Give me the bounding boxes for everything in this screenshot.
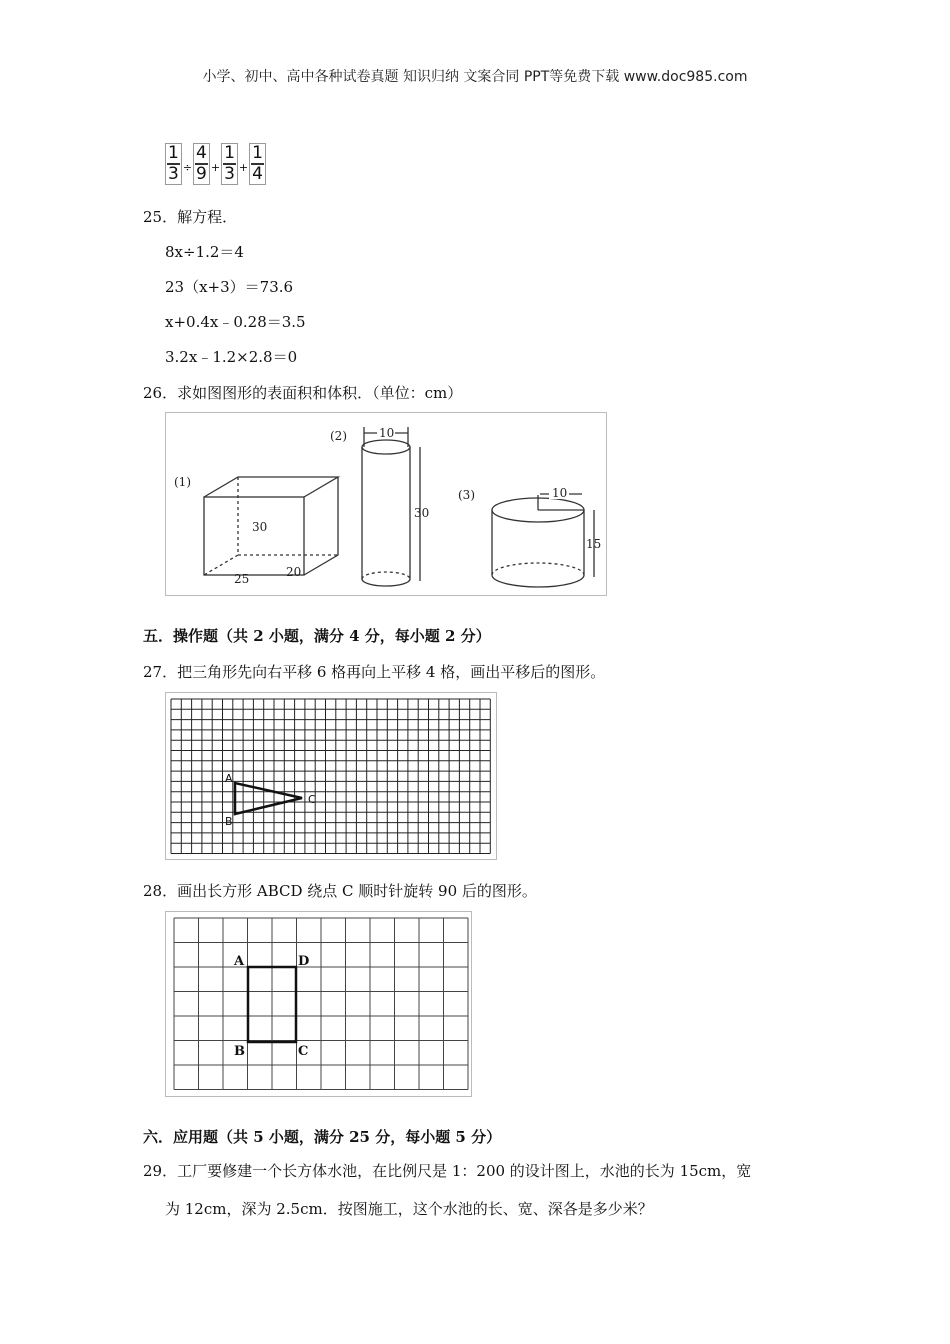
denominator: 3 [168, 164, 179, 184]
question-26-title: 26．求如图图形的表面积和体积．（单位：cm） [143, 384, 463, 402]
figure-2-label: (2) [330, 429, 347, 443]
operator: + [210, 160, 221, 174]
operator: + [238, 160, 249, 174]
question-28-title: 28．画出长方形 ABCD 绕点 C 顺时针旋转 90 后的图形。 [143, 882, 537, 900]
point-b-label: B [225, 815, 233, 828]
cuboid-shape [204, 477, 338, 575]
point-c-label: C [308, 793, 316, 806]
numerator: 1 [168, 143, 179, 163]
fraction [165, 143, 182, 185]
figure-3-label: (3) [458, 488, 475, 502]
equation-3: x+0.4x﹣0.28＝3.5 [165, 313, 306, 331]
equation-4: 3.2x﹣1.2×2.8＝0 [165, 348, 298, 366]
equation-1: 8x÷1.2＝4 [165, 243, 244, 261]
denominator: 3 [224, 164, 235, 184]
numerator: 1 [252, 143, 263, 163]
cylinder-3-radius: 10 [552, 486, 568, 500]
tall-cylinder-shape [362, 427, 420, 586]
triangle-abc [235, 783, 302, 814]
question-29-line-1: 29．工厂要修建一个长方体水池，在比例尺是 1：200 的设计图上，水池的长为 15cm，宽 [143, 1162, 752, 1180]
page-header: 小学、初中、高中各种试卷真题 知识归纳 文案合同 PPT等免费下载 www.doc985.com [202, 69, 748, 85]
numerator: 1 [224, 143, 235, 163]
denominator: 4 [252, 164, 263, 184]
fraction [221, 143, 238, 185]
question-27-title: 27．把三角形先向右平移 6 格再向上平移 4 格，画出平移后的图形。 [143, 663, 606, 681]
point-c-label: C [298, 1044, 309, 1059]
section-6-title: 六．应用题（共 5 小题，满分 25 分，每小题 5 分） [143, 1128, 502, 1146]
solids-figure [165, 412, 607, 596]
operator: ÷ [182, 160, 193, 174]
point-a-label: A [234, 954, 245, 969]
fraction-expression [165, 143, 266, 185]
cuboid-length: 25 [234, 572, 250, 586]
rotation-grid [165, 911, 472, 1097]
figure-1-label: (1) [174, 475, 191, 489]
fraction [249, 143, 266, 185]
cuboid-width: 20 [286, 565, 302, 579]
cylinder-3-height: 15 [586, 537, 602, 551]
fraction [193, 143, 210, 185]
grid-lines [171, 699, 490, 854]
point-b-label: B [234, 1044, 245, 1059]
point-d-label: D [298, 954, 310, 969]
cylinder-2-height: 30 [414, 506, 430, 520]
point-a-label: A [225, 772, 233, 785]
question-25-title: 25．解方程． [143, 208, 238, 226]
cylinder-2-diameter: 10 [379, 426, 395, 440]
section-5-title: 五．操作题（共 2 小题，满分 4 分，每小题 2 分） [143, 627, 491, 645]
short-cylinder-shape [492, 494, 594, 587]
equation-2: 23（x+3）＝73.6 [165, 278, 294, 296]
translation-grid [165, 692, 497, 860]
numerator: 4 [196, 143, 207, 163]
grid-lines [174, 918, 468, 1090]
denominator: 9 [196, 164, 207, 184]
question-29-line-2: 为 12cm，深为 2.5cm．按图施工，这个水池的长、宽、深各是多少米？ [165, 1200, 653, 1218]
cuboid-height: 30 [252, 520, 268, 534]
